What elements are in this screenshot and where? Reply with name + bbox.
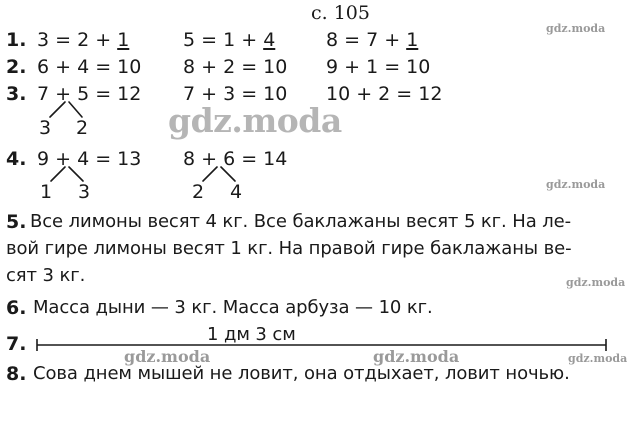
task-5-line: сят 3 кг.	[6, 265, 86, 286]
task-5-line: Все лимоны весят 4 кг. Все баклажаны весят 5 кг. На ле-	[30, 211, 572, 232]
task-4-split-digit: 1	[40, 181, 53, 203]
watermark-logo-center: gdz.moda	[168, 101, 342, 140]
task-6-number: 6.	[6, 297, 27, 319]
task-2-number: 2.	[6, 56, 27, 78]
task-4-equation-1: 9 + 4 = 13	[37, 148, 142, 170]
task-4-split-digit: 4	[230, 181, 243, 203]
branch-line	[51, 167, 65, 181]
task-2-equation-2: 8 + 2 = 10	[183, 56, 288, 78]
task-4-equation-2: 8 + 6 = 14	[183, 148, 288, 170]
branch-line	[69, 102, 82, 117]
watermark-logo: gdz.moda	[546, 22, 606, 35]
watermark-logo: gdz.moda	[546, 178, 606, 191]
segment-length-label: 1 дм 3 см	[207, 324, 296, 345]
equation-text: 3 = 2 +	[37, 29, 118, 51]
answer-underlined: 1	[406, 29, 419, 51]
task-2-equation-1: 6 + 4 = 10	[37, 56, 142, 78]
task-4-number: 4.	[6, 148, 27, 170]
branch-line	[221, 167, 235, 181]
equation-text: 5 = 1 +	[183, 29, 264, 51]
task-7-number: 7.	[6, 333, 27, 355]
branch-line	[69, 167, 83, 181]
task-8-text: Сова днем мышей не ловит, она отдыхает, ловит ночью.	[33, 363, 570, 384]
task-3-split-digit: 3	[39, 117, 52, 139]
task-4-split-digit: 3	[78, 181, 91, 203]
watermark-logo: gdz.moda	[566, 276, 626, 289]
watermark-logo: gdz.moda	[568, 352, 628, 365]
branch-line	[203, 167, 217, 181]
task-4-split-digit: 2	[192, 181, 205, 203]
task-3-number: 3.	[6, 83, 27, 105]
watermark-logo: gdz.moda	[373, 347, 460, 366]
branch-line	[50, 102, 65, 117]
task-8-number: 8.	[6, 363, 27, 385]
page-number: с. 105	[311, 2, 370, 24]
equation-text: 8 = 7 +	[326, 29, 407, 51]
task-1-number: 1.	[6, 29, 27, 51]
answer-underlined: 4	[263, 29, 276, 51]
task-3-equation-2: 7 + 3 = 10	[183, 83, 288, 105]
task-3-equation-3: 10 + 2 = 12	[326, 83, 443, 105]
task-2-equation-3: 9 + 1 = 10	[326, 56, 431, 78]
task-6-text: Масса дыни — 3 кг. Масса арбуза — 10 кг.	[33, 297, 433, 318]
task-3-equation-1: 7 + 5 = 12	[37, 83, 142, 105]
watermark-logo: gdz.moda	[124, 347, 211, 366]
segment	[37, 339, 606, 351]
answer-underlined: 1	[117, 29, 130, 51]
task-5-line: вой гире лимоны весят 1 кг. На правой гире баклажаны ве-	[6, 238, 572, 259]
task-3-split-digit: 2	[76, 117, 89, 139]
task-5-number: 5.	[6, 211, 27, 233]
